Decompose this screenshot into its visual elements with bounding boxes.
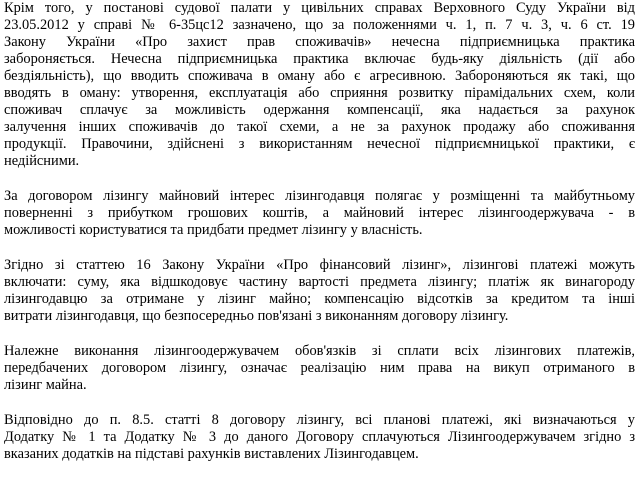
text-line: 23.05.2012 у справі № 6-35цс12 зазначено, що за положеннями ч. 1, п. 7 ч. 3, ч. 6 ст. 19 bbox=[4, 17, 635, 33]
text-line: залучення інших споживачів до такої схеми, а не за рахунок продажу або споживання bbox=[4, 119, 635, 135]
text-line: бездіяльність), що вводить споживача в оману або є агресивною. Забороняються як такі, що bbox=[4, 68, 635, 84]
paragraph-5 bbox=[4, 412, 635, 463]
paragraph-4 bbox=[4, 343, 635, 394]
text-line: За договором лізингу майновий інтерес лізингодавця полягає у розміщенні та майбутньому bbox=[4, 188, 635, 204]
text-line: поверненні з прибутком грошових коштів, а майновий інтерес лізингоодержувача - в bbox=[4, 205, 635, 221]
text-line: Згідно зі статтею 16 Закону України «Про фінансовий лізинг», лізингові платежі можуть bbox=[4, 257, 635, 273]
text-line: споживач сплачує за можливість одержання компенсації, яка надається за рахунок bbox=[4, 102, 635, 118]
text-line: витрати лізингодавця, що безпосередньо пов'язані з виконанням договору лізингу. bbox=[4, 308, 509, 324]
text-line: Закону України «Про захист прав споживачів» нечесна підприємницька практика bbox=[4, 34, 635, 50]
text-line: лізинг майна. bbox=[4, 377, 87, 393]
paragraph-1 bbox=[4, 0, 635, 170]
text-line: забороняється. Нечесна підприємницька практика включає будь-яку діяльність (дії або bbox=[4, 51, 635, 67]
text-line: вказаних додатків на підставі рахунків виставлених Лізингодавцем. bbox=[4, 446, 419, 462]
text-line: вводять в оману: утворення, експлуатація або сприяння розвитку пірамідальних схем, коли bbox=[4, 85, 635, 101]
text-line: Додатку № 1 та Додатку № 3 до даного Договору сплачуються Лізингоодержувачем згідно з bbox=[4, 429, 635, 445]
paragraph-2 bbox=[4, 188, 635, 239]
text-line: лізингодавцю за отримане у лізинг майно; компенсацію відсотків за кредитом та інші bbox=[4, 291, 635, 307]
text-line: Крім того, у постанові судової палати у цивільних справах Верховного Суду України від bbox=[4, 0, 635, 16]
text-line: можливості користуватися та придбати предмет лізингу у власність. bbox=[4, 222, 423, 238]
text-line: передбачених договором лізингу, означає реалізацію ним права на викуп отриманого в bbox=[4, 360, 635, 376]
text-line: продукції. Правочини, здійснені з використанням нечесної підприємницької практики, є bbox=[4, 136, 635, 152]
text-line: включати: суму, яка відшкодовує частину вартості предмета лізингу; платіж як винагороду bbox=[4, 274, 635, 290]
text-line: недійсними. bbox=[4, 153, 80, 169]
text-line: Відповідно до п. 8.5. статті 8 договору лізингу, всі планові платежі, які визначаються у bbox=[4, 412, 635, 428]
paragraph-3 bbox=[4, 257, 635, 325]
text-line: Належне виконання лізингоодержувачем обов'язків зі сплати всіх лізингових платежів, bbox=[4, 343, 635, 359]
document-body bbox=[4, 0, 635, 481]
